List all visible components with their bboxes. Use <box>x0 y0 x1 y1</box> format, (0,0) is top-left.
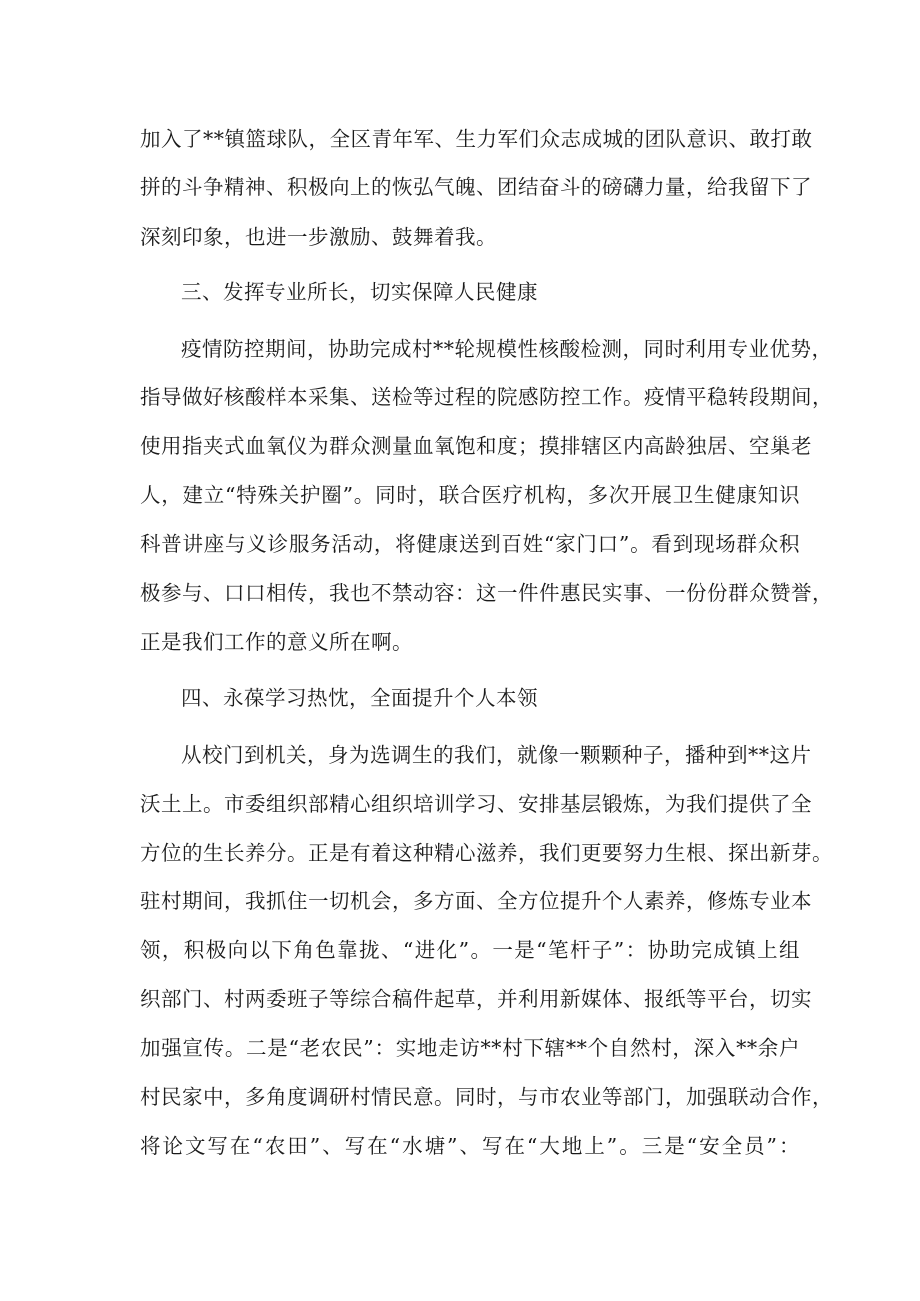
paragraph-3-line-7: 加强宣传。二是“老农民”：实地走访**村下辖**个自然村，深入**余户 <box>140 1036 800 1060</box>
section-heading-3: 三、发挥专业所长，切实保障人民健康 <box>181 280 538 304</box>
paragraph-3-line-8: 村民家中，多角度调研村情民意。同时，与市农业等部门，加强联动合作， <box>140 1085 833 1109</box>
paragraph-1-line-1: 加入了**镇篮球队，全区青年军、生力军们众志成城的团队意识、敢打敢 <box>140 127 813 151</box>
paragraph-3-line-1: 从校门到机关，身为选调生的我们，就像一颗颗种子，播种到**这片 <box>181 743 812 767</box>
paragraph-2-line-2: 指导做好核酸样本采集、送检等过程的院感防控工作。疫情平稳转段期间， <box>140 385 833 409</box>
paragraph-2-line-1: 疫情防控期间，协助完成村**轮规模性核酸检测，同时利用专业优势， <box>181 337 833 361</box>
section-heading-4: 四、永葆学习热忱，全面提升个人本领 <box>181 686 538 710</box>
paragraph-3-line-6: 织部门、村两委班子等综合稿件起草，并利用新媒体、报纸等平台，切实 <box>140 987 812 1011</box>
paragraph-2-line-5: 科普讲座与义诊服务活动，将健康送到百姓“家门口”。看到现场群众积 <box>140 532 800 556</box>
paragraph-3-line-9: 将论文写在“农田”、写在“水塘”、写在“大地上”。三是“安全员”： <box>140 1134 800 1158</box>
paragraph-1-line-3: 深刻印象，也进一步激励、鼓舞着我。 <box>140 225 497 249</box>
paragraph-2-line-3: 使用指夹式血氧仪为群众测量血氧饱和度；摸排辖区内高龄独居、空巢老 <box>140 434 812 458</box>
paragraph-2-line-6: 极参与、口口相传，我也不禁动容：这一件件惠民实事、一份份群众赞誉， <box>140 581 833 605</box>
paragraph-3-line-5: 领，积极向以下角色靠拢、“进化”。一是“笔杆子”：协助完成镇上组 <box>140 938 800 962</box>
paragraph-2-line-4: 人，建立“特殊关护圈”。同时，联合医疗机构，多次开展卫生健康知识 <box>140 483 800 507</box>
paragraph-3-line-3: 方位的生长养分。正是有着这种精心滋养，我们更要努力生根、探出新芽。 <box>140 841 833 865</box>
paragraph-3-line-2: 沃土上。市委组织部精心组织培训学习、安排基层锻炼，为我们提供了全 <box>140 792 812 816</box>
paragraph-1-line-2: 拼的斗争精神、积极向上的恢弘气魄、团结奋斗的磅礴力量，给我留下了 <box>140 175 812 199</box>
paragraph-2-line-7: 正是我们工作的意义所在啊。 <box>140 630 413 654</box>
paragraph-3-line-4: 驻村期间，我抓住一切机会，多方面、全方位提升个人素养，修炼专业本 <box>140 889 812 913</box>
